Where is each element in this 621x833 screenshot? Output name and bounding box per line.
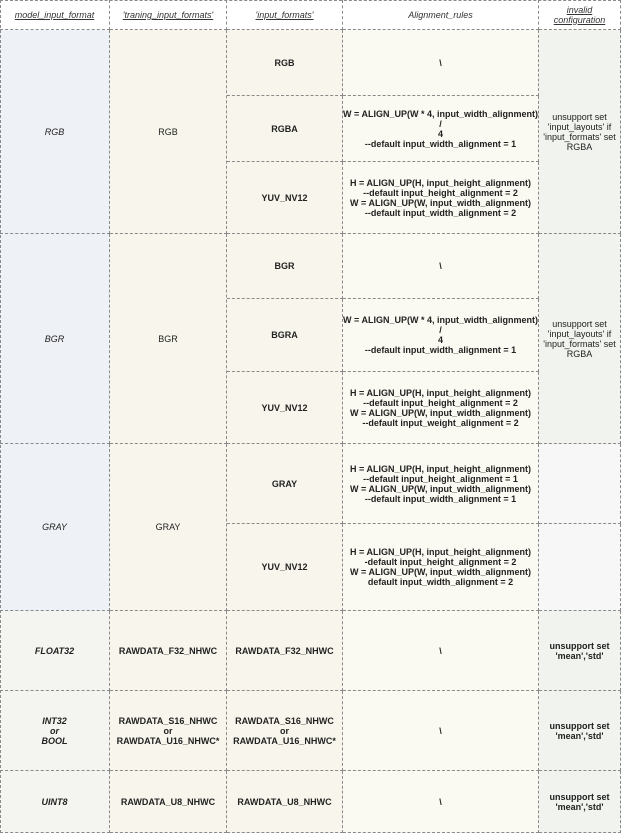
alignment-rule-text: \ bbox=[439, 261, 442, 271]
model-format-float32 bbox=[0, 611, 110, 691]
input-format-line: or bbox=[280, 725, 289, 736]
input-format-line: RAWDATA_U16_NHWC* bbox=[233, 735, 336, 746]
training-format-uint8-label: RAWDATA_U8_NHWC bbox=[120, 796, 216, 807]
invalid-config-line: unsupport set bbox=[549, 640, 610, 651]
alignment-rule-line: --default input_width_alignment = 1 bbox=[364, 493, 517, 504]
alignment-rule-line: W = ALIGN_UP(W * 4, input_width_alignment) / bbox=[343, 315, 538, 335]
training-format-bgr bbox=[110, 234, 227, 444]
training-format-line: RAWDATA_U16_NHWC* bbox=[116, 735, 220, 746]
input-format-int32 bbox=[227, 691, 343, 771]
invalid-config-line: unsupport set bbox=[549, 791, 610, 802]
input-format-line: RAWDATA_S16_NHWC bbox=[235, 715, 334, 726]
training-format-rgb bbox=[110, 30, 227, 234]
input-format-label: RGB bbox=[274, 57, 295, 68]
input-format-yuv-nv12 bbox=[227, 162, 343, 234]
header-configuration-line: configuration bbox=[553, 14, 606, 25]
alignment-rule-line: --default input_width_alignment = 2 bbox=[364, 207, 517, 218]
input-format-rawdata-f32 bbox=[227, 611, 343, 691]
header-alignment-rules-label: Alignment_rules bbox=[408, 9, 473, 20]
invalid-config-line: 'input_layouts' if bbox=[547, 328, 612, 339]
input-format-label: YUV_NV12 bbox=[261, 192, 308, 203]
training-format-rgb-label: RGB bbox=[158, 126, 178, 137]
alignment-rule-rgb bbox=[343, 30, 539, 96]
model-format-rgb bbox=[0, 30, 110, 234]
model-format-int32-bool bbox=[0, 691, 110, 771]
alignment-rule-text: \ bbox=[439, 796, 442, 807]
alignment-rule-bgr bbox=[343, 234, 539, 299]
input-format-gray bbox=[227, 444, 343, 524]
invalid-config-int32 bbox=[539, 691, 621, 771]
training-format-uint8 bbox=[110, 771, 227, 833]
input-format-label: BGRA bbox=[271, 330, 298, 340]
alignment-rule-line: 4 bbox=[437, 335, 443, 345]
invalid-config-uint8 bbox=[539, 771, 621, 833]
input-format-label: BGR bbox=[274, 261, 295, 271]
invalid-config-line: RGBA bbox=[566, 348, 593, 359]
model-format-float32-label: FLOAT32 bbox=[34, 645, 75, 656]
invalid-config-rgb bbox=[539, 30, 621, 234]
training-format-line: RAWDATA_S16_NHWC bbox=[118, 715, 218, 726]
model-format-uint8-label: UINT8 bbox=[41, 796, 68, 807]
header-invalid-line: invalid bbox=[566, 4, 593, 15]
invalid-config-gray-nv12-empty bbox=[539, 524, 621, 611]
alignment-rule-line: --default input_width_alignment = 1 bbox=[364, 138, 517, 149]
model-format-line: BOOL bbox=[41, 735, 68, 746]
input-format-rgba bbox=[227, 96, 343, 162]
alignment-rule-line: --default input_height_alignment = 2 bbox=[363, 397, 518, 408]
model-format-gray bbox=[0, 444, 110, 611]
training-format-float32-label: RAWDATA_F32_NHWC bbox=[118, 645, 218, 656]
alignment-rule-line: H = ALIGN_UP(H, input_height_alignment) bbox=[350, 463, 531, 474]
alignment-rule-gray bbox=[343, 444, 539, 524]
invalid-config-gray-empty bbox=[539, 444, 621, 524]
model-format-line: INT32 bbox=[42, 715, 67, 726]
alignment-rule-yuv-nv12 bbox=[343, 162, 539, 234]
input-format-rawdata-u8 bbox=[227, 771, 343, 833]
alignment-rule-uint8 bbox=[343, 771, 539, 833]
model-format-line: or bbox=[50, 725, 59, 736]
input-format-yuv-nv12 bbox=[227, 524, 343, 611]
invalid-config-float32 bbox=[539, 611, 621, 691]
alignment-rule-yuv-nv12 bbox=[343, 372, 539, 444]
alignment-rule-line: --default input_height_alignment = 1 bbox=[363, 473, 518, 484]
alignment-rule-line: default input_width_alignment = 2 bbox=[367, 577, 514, 587]
header-input-formats-label: 'input_formats' bbox=[255, 9, 314, 20]
invalid-config-line: 'input_formats' set bbox=[543, 338, 616, 349]
model-format-bgr-label: BGR bbox=[44, 333, 65, 344]
header-training-input-formats bbox=[110, 0, 227, 30]
alignment-rule-line: W = ALIGN_UP(W, input_width_alignment) bbox=[350, 483, 531, 494]
alignment-rule-float32 bbox=[343, 611, 539, 691]
training-format-gray bbox=[110, 444, 227, 611]
header-invalid-configuration bbox=[539, 0, 621, 30]
alignment-rule-line: W = ALIGN_UP(W, input_width_alignment) bbox=[350, 567, 531, 577]
alignment-rule-line: H = ALIGN_UP(H, input_height_alignment) bbox=[350, 177, 531, 188]
training-format-int32 bbox=[110, 691, 227, 771]
alignment-rule-line: W = ALIGN_UP(W, input_width_alignment) bbox=[350, 197, 531, 208]
invalid-config-line: unsupport set bbox=[552, 318, 607, 329]
alignment-rule-line: -default input_height_alignment = 2 bbox=[364, 557, 517, 567]
training-format-line: or bbox=[163, 725, 173, 736]
invalid-config-line: unsupport set bbox=[549, 720, 610, 731]
alignment-rule-int32 bbox=[343, 691, 539, 771]
alignment-rule-line: H = ALIGN_UP(H, input_height_alignment) bbox=[350, 387, 531, 398]
alignment-rule-text: \ bbox=[439, 645, 442, 656]
invalid-config-line: RGBA bbox=[566, 141, 593, 152]
alignment-rule-text: \ bbox=[439, 725, 442, 736]
invalid-config-line: 'mean','std' bbox=[555, 801, 604, 812]
invalid-config-line: unsupport set bbox=[552, 111, 607, 122]
input-format-bgra bbox=[227, 299, 343, 372]
header-training-input-formats-label: 'traning_input_formats' bbox=[122, 9, 214, 20]
alignment-rule-line: W = ALIGN_UP(W * 4, input_width_alignment) / bbox=[343, 108, 538, 129]
alignment-rule-line: W = ALIGN_UP(W, input_width_alignment) bbox=[350, 407, 531, 418]
header-input-formats bbox=[227, 0, 343, 30]
alignment-rule-line: H = ALIGN_UP(H, input_height_alignment) bbox=[350, 547, 531, 557]
alignment-rule-line: 4 bbox=[437, 128, 443, 139]
training-format-gray-label: GRAY bbox=[155, 522, 181, 532]
invalid-config-line: 'mean','std' bbox=[555, 730, 604, 741]
input-format-label: RGBA bbox=[271, 123, 298, 134]
alignment-rule-line: --default input_height_alignment = 2 bbox=[363, 187, 518, 198]
invalid-config-line: 'mean','std' bbox=[555, 650, 604, 661]
header-model-input-format bbox=[0, 0, 110, 30]
input-format-label: YUV_NV12 bbox=[261, 402, 308, 413]
model-format-bgr bbox=[0, 234, 110, 444]
alignment-rule-yuv-nv12 bbox=[343, 524, 539, 611]
header-model-input-format-label: model_input_format bbox=[14, 9, 95, 20]
alignment-rule-text: \ bbox=[439, 57, 442, 68]
input-format-yuv-nv12 bbox=[227, 372, 343, 444]
invalid-config-line: 'input_formats' set bbox=[543, 131, 616, 142]
input-format-label: YUV_NV12 bbox=[261, 562, 308, 572]
invalid-config-bgr bbox=[539, 234, 621, 444]
alignment-rule-rgba bbox=[343, 96, 539, 162]
alignment-rule-bgra bbox=[343, 299, 539, 372]
input-format-rgb bbox=[227, 30, 343, 96]
header-alignment-rules bbox=[343, 0, 539, 30]
training-format-bgr-label: BGR bbox=[158, 333, 178, 344]
model-format-rgb-label: RGB bbox=[44, 126, 65, 137]
invalid-config-line: 'input_layouts' if bbox=[547, 121, 612, 132]
input-format-label: RAWDATA_U8_NHWC bbox=[237, 796, 332, 807]
alignment-rule-line: --default input_width_alignment = 1 bbox=[364, 345, 517, 355]
model-format-gray-label: GRAY bbox=[42, 522, 67, 532]
model-format-uint8 bbox=[0, 771, 110, 833]
training-format-float32 bbox=[110, 611, 227, 691]
input-format-label: GRAY bbox=[271, 478, 298, 489]
input-format-label: RAWDATA_F32_NHWC bbox=[235, 645, 334, 656]
alignment-rule-line: --default input_weight_alignment = 2 bbox=[362, 417, 519, 428]
input-format-bgr bbox=[227, 234, 343, 299]
